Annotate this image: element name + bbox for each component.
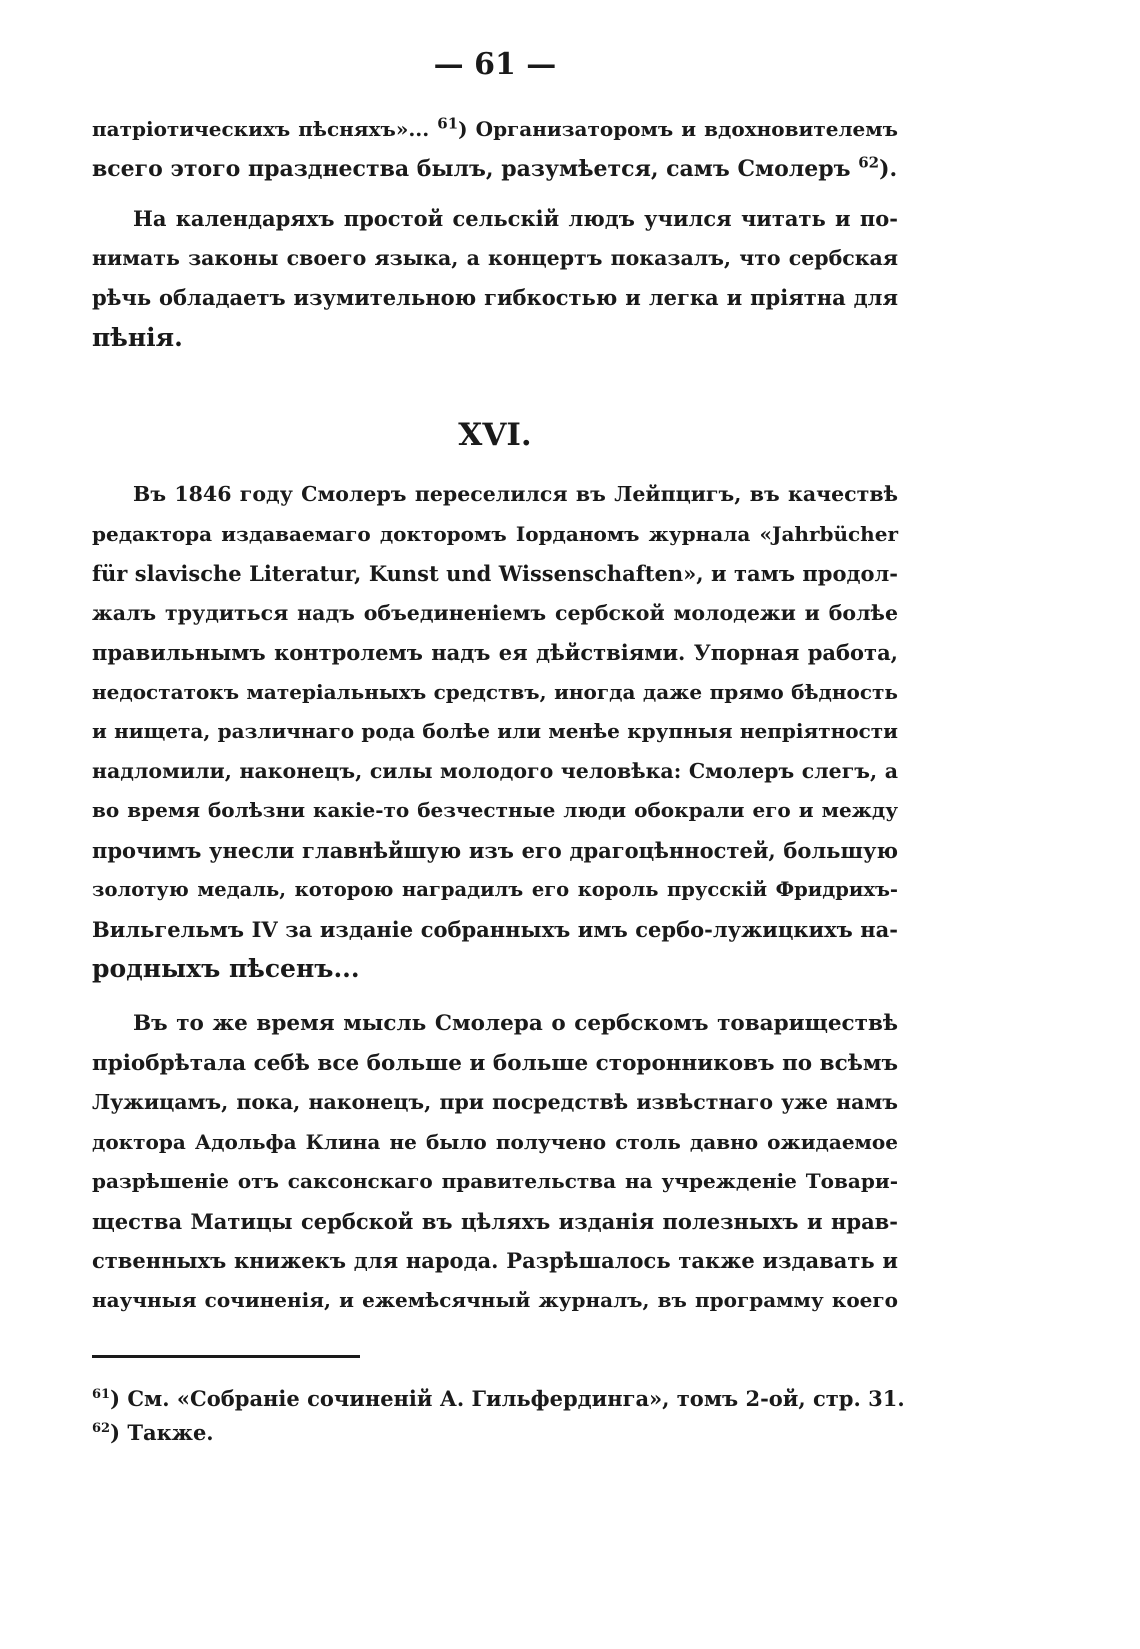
footnote-62 (92, 1416, 898, 1450)
text-line: и нищета, различнаго рода болѣе или менѣе крупныя непріятности (92, 719, 898, 743)
text-line: редактора издаваемаго докторомъ Іорданомъ журнала «Jahrbücher (92, 521, 898, 546)
text-line: Лужицамъ, пока, наконецъ, при посредствѣ извѣстнаго уже намъ (92, 1090, 898, 1114)
text-line: Въ то же время мысль Смолера о сербскомъ товариществѣ (133, 1011, 898, 1036)
text-line: ственныхъ книжекъ для народа. Разрѣшалось также издавать и (92, 1248, 898, 1273)
footnote-ref-61: 61 (437, 114, 459, 133)
section-heading: XVI. (458, 417, 532, 453)
footnote-mark: 62 (92, 1421, 111, 1436)
paragraph-calendars (92, 199, 898, 357)
footnote-ref-62: 62 (858, 153, 880, 172)
text-line: патріотическихъ пѣсняхъ»... $^{61}$) Организаторомъ и вдохновителемъ (92, 114, 898, 141)
paragraph-society (92, 1004, 898, 1320)
text-line: всего этого празднества былъ, разумѣется, самъ Смолеръ $^{62}$). (92, 153, 898, 182)
text-line: доктора Адольфа Клина не было получено столь давно ожидаемое (92, 1129, 898, 1154)
text-line: Въ 1846 году Смолеръ переселился въ Лейпцигъ, въ качествѣ (133, 482, 898, 506)
text-line: недостатокъ матеріальныхъ средствъ, иногда даже прямо бѣдность (92, 679, 898, 704)
text-line: надломили, наконецъ, силы молодого человѣка: Смолеръ слегъ, а (92, 758, 898, 783)
text-line: прочимъ унесли главнѣйшую изъ его драгоцѣнностей, большую (92, 837, 898, 863)
footnotes (92, 1382, 905, 1450)
paragraph-continuation (92, 110, 898, 189)
text-line: разрѣшеніе отъ саксонскаго правительства на учрежденіе Товари- (92, 1169, 898, 1193)
footnote-text: ) Также. (110, 1420, 214, 1445)
footnote-mark: 61 (92, 1387, 111, 1402)
text-line: жалъ трудиться надъ объединеніемъ сербской молодежи и болѣе (92, 600, 898, 625)
text-line: золотую медаль, которою наградилъ его король прусскій Фридрихъ- (92, 878, 898, 901)
text-line: пріобрѣтала себѣ все больше и больше сторонниковъ по всѣмъ (92, 1050, 898, 1076)
page-number: — 61 — (433, 47, 557, 82)
text-line: родныхъ пѣсенъ... (92, 954, 360, 983)
footnote-61 (92, 1382, 905, 1416)
text-line: нимать законы своего языка, а концертъ показалъ, что сербская (92, 245, 898, 270)
text-line: пѣнія. (92, 322, 183, 352)
text-line: научныя сочиненія, и ежемѣсячный журналъ, въ программу коего (92, 1287, 898, 1312)
text-line: щества Матицы сербской въ цѣляхъ изданія полезныхъ и нрав- (92, 1208, 898, 1234)
text-line: Вильгельмъ IV за изданіе собранныхъ имъ сербо-лужицкихъ на- (92, 916, 898, 942)
footnote-divider (92, 1355, 360, 1358)
text-line: für slavische Literatur, Kunst und Wissenschaften», и тамъ продол- (92, 561, 898, 586)
text-line: правильнымъ контролемъ надъ ея дѣйствіями. Упорная работа, (92, 640, 898, 665)
text-line: во время болѣзни какіе-то безчестные люди обокрали его и между (92, 798, 898, 822)
text-line: На календаряхъ простой сельскій людъ учился читать и по- (133, 206, 898, 231)
paragraph-leipzig (92, 475, 898, 989)
text-line: рѣчь обладаетъ изумительною гибкостью и легка и пріятна для (92, 285, 898, 310)
footnote-text: ) См. «Собраніе сочиненій А. Гильфердинга», томъ 2-ой, стр. 31. (110, 1386, 905, 1411)
